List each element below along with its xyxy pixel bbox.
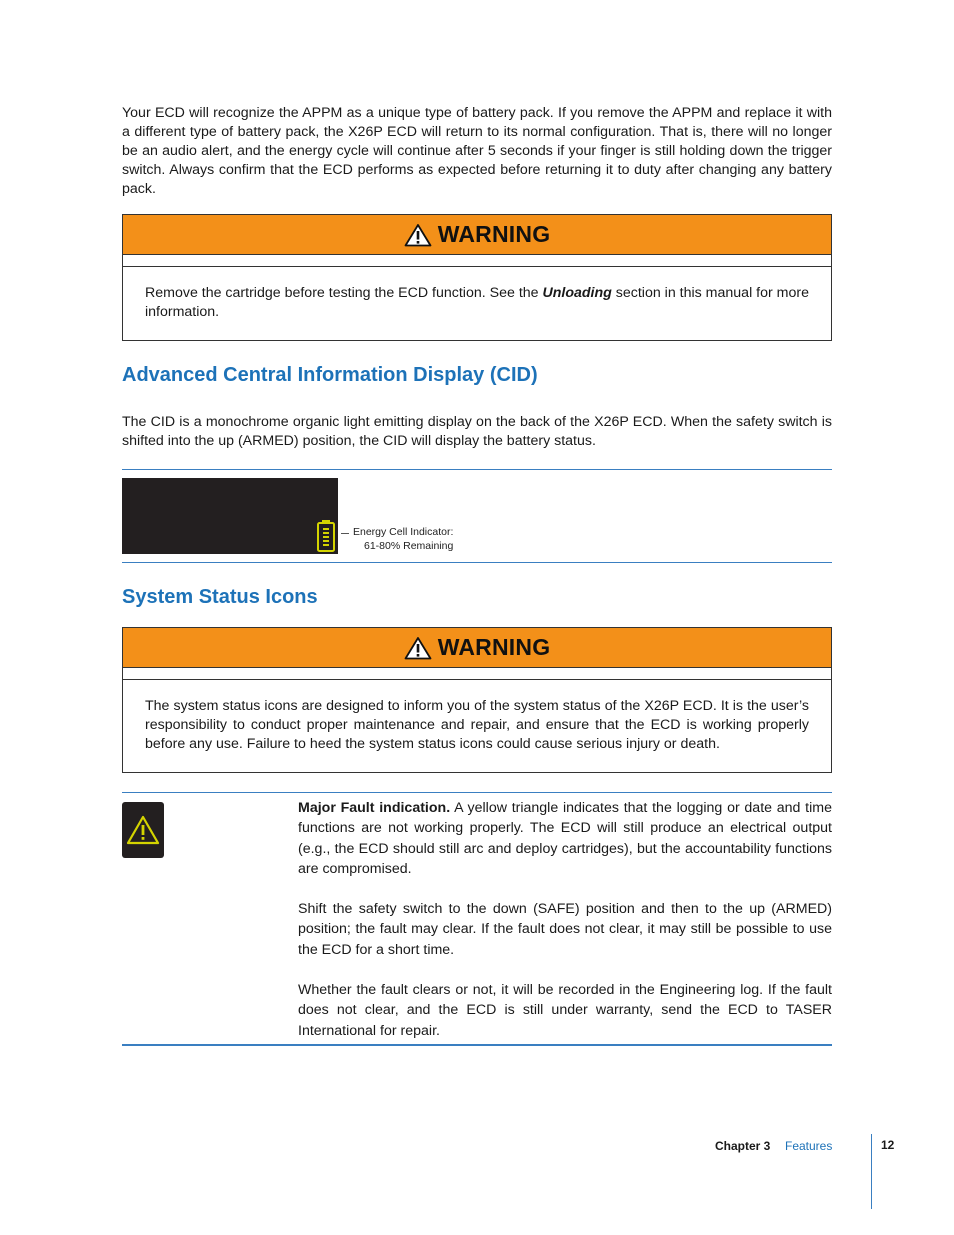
- warning-body: The system status icons are designed to inform you of the system status of the X26P ECD. It is the user’s responsibility to conduct proper maintenance and repair, and ensure that the ECD is working properly before any use. Failure to heed the system status icons could cause serious injury or death.: [145, 698, 809, 752]
- cid-heading: Advanced Central Information Display (CID): [122, 364, 538, 386]
- footer-divider: [871, 1134, 872, 1209]
- cid-top-rule: [122, 469, 832, 470]
- warning-body: [123, 267, 831, 340]
- warning-box-status: [122, 627, 832, 773]
- major-fault-label: Major Fault indication.: [298, 800, 451, 816]
- warning-box-cartridge: [122, 214, 832, 341]
- footer-section: Features: [785, 1139, 833, 1153]
- status-icons-heading: System Status Icons: [122, 586, 318, 608]
- fault-triangle-icon: [126, 815, 160, 845]
- battery-icon: [316, 519, 336, 553]
- callout-label: Energy Cell Indicator:: [353, 526, 454, 538]
- warning-header: [123, 628, 831, 668]
- fault-bottom-rule: [122, 1044, 832, 1046]
- major-fault-paragraph-2: Shift the safety switch to the down (SAFE) position and then to the up (ARMED) position; the fault may clear. If the fault does not clear, it may still be possible to use the ECD for a short time.: [298, 901, 832, 958]
- unloading-reference: Unloading: [542, 285, 612, 301]
- warning-triangle-icon: [404, 636, 432, 660]
- callout-leader-line: [341, 533, 349, 534]
- major-fault-description: [298, 798, 832, 1061]
- cid-paragraph: The CID is a monochrome organic light emitting display on the back of the X26P ECD. When the safety switch is shifted into the up (ARMED) position, the CID will display the battery status.: [122, 414, 832, 449]
- callout-value: 61-80% Remaining: [364, 540, 454, 552]
- warning-header: [123, 215, 831, 255]
- major-fault-paragraph: [298, 798, 832, 879]
- warning-title: WARNING: [437, 634, 551, 660]
- warning-text-end: section in this manual for more information.: [145, 285, 809, 320]
- cid-bottom-rule: [122, 562, 832, 563]
- warning-triangle-icon: [404, 223, 432, 247]
- major-fault-icon-tile: [122, 802, 164, 858]
- warning-divider: [123, 255, 831, 267]
- major-fault-paragraph-3: Whether the fault clears or not, it will be recorded in the Engineering log. If the fault does not clear, and the ECD is still under warranty, send the ECD to TASER International for repair.: [298, 982, 832, 1039]
- warning-text-start: Remove the cartridge before testing the ECD function. See the: [145, 285, 543, 301]
- warning-title: WARNING: [437, 221, 551, 247]
- fault-top-rule: [122, 792, 832, 793]
- warning-divider: [123, 668, 831, 680]
- major-fault-text: A yellow triangle indicates that the logging or date and time functions are not working properly. The ECD will still produce an electrical output (e.g., the ECD should still arc and deploy cartridges), but the accountability functions are compromised.: [298, 800, 832, 877]
- intro-paragraph: Your ECD will recognize the APPM as a unique type of battery pack. If you remove the APPM and replace it with a different type of battery pack, the X26P ECD will return to its normal configuration. That is, there will no longer be an audio alert, and the energy cycle will continue after 5 seconds if your finger is still holding down the trigger switch. Always confirm that the ECD performs as expected before returning it to duty after changing any battery pack.: [122, 105, 832, 197]
- cid-display-image: [122, 478, 338, 554]
- footer-chapter: Chapter 3: [715, 1139, 771, 1153]
- page-number: 12: [881, 1138, 895, 1152]
